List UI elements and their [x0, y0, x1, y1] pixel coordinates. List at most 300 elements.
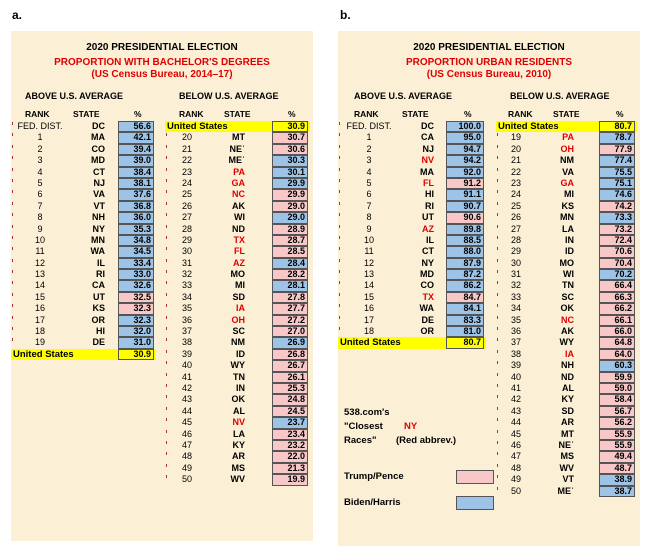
table-row [11, 224, 161, 235]
panel-a [11, 31, 313, 541]
table-row [338, 235, 490, 246]
row-state: SC [561, 291, 574, 302]
row-rank: 22 [510, 166, 521, 177]
table-row [165, 292, 313, 303]
row-value: 38.4 [118, 167, 154, 178]
row-state: WY [559, 337, 574, 348]
col-state: STATE [553, 109, 580, 119]
row-value: 42.1 [118, 132, 154, 143]
row-state: AK [561, 326, 574, 337]
table-row [496, 201, 640, 212]
table-row [11, 144, 161, 155]
row-value: 28.4 [272, 258, 308, 269]
table-row [496, 178, 640, 189]
row-rank: 43 [510, 405, 521, 416]
row-value: 56.6 [118, 121, 154, 132]
legend-biden-swatch [456, 496, 494, 510]
table-row [338, 224, 490, 235]
row-value: 26.7 [272, 360, 308, 371]
panel-a-subtitle: PROPORTION WITH BACHELOR'S DEGREES [54, 57, 270, 68]
table-row [165, 406, 313, 417]
table-row [165, 349, 313, 360]
row-rank: 33 [181, 280, 192, 291]
row-state: AL [562, 382, 574, 393]
row-rank: 35 [510, 314, 521, 325]
row-value: 25.3 [272, 383, 308, 394]
row-value: 32.6 [118, 280, 154, 291]
row-state: MN [560, 212, 574, 223]
row-rank: 45 [510, 428, 521, 439]
row-rank: 25 [181, 189, 192, 200]
row-state: NC [561, 314, 574, 325]
row-value: 91.2 [446, 178, 484, 189]
table-row [11, 269, 161, 280]
row-rank: 42 [510, 394, 521, 405]
row-rank: 1 [37, 132, 43, 143]
row-value: 56.2 [599, 417, 635, 428]
table-row [11, 337, 161, 348]
table-row [165, 326, 313, 337]
row-state: MS [231, 462, 245, 473]
row-marker [339, 259, 342, 262]
col-pct: % [616, 109, 624, 119]
row-state: IL [426, 234, 434, 245]
row-value: 92.0 [446, 167, 484, 178]
table-row [496, 417, 640, 428]
table-row [338, 315, 490, 326]
row-rank: 7 [366, 200, 372, 211]
row-value: 23.2 [272, 440, 308, 451]
table-row [496, 235, 640, 246]
row-state: NEˈ [229, 143, 245, 154]
row-rank: 20 [510, 143, 521, 154]
table-row [11, 292, 161, 303]
table-row [11, 155, 161, 166]
row-value: 22.0 [272, 451, 308, 462]
table-row [165, 201, 313, 212]
row-state: VT [562, 474, 574, 485]
row-state: TN [233, 371, 245, 382]
row-state: CO [420, 280, 434, 291]
row-value: 39.0 [118, 155, 154, 166]
row-marker [339, 179, 342, 182]
row-rank: 21 [181, 143, 192, 154]
row-rank: 24 [510, 189, 521, 200]
row-value: 34.8 [118, 235, 154, 246]
note-line2: "Closest [344, 421, 383, 432]
table-row [496, 474, 640, 485]
panel-a-title: 2020 PRESIDENTIAL ELECTION [86, 42, 238, 53]
row-rank: 39 [510, 360, 521, 371]
row-rank: 38 [181, 337, 192, 348]
row-rank: 7 [37, 200, 43, 211]
table-row [496, 155, 640, 166]
panel-b-below-table [496, 121, 640, 497]
row-state: ND [232, 223, 245, 234]
row-rank: 15 [363, 291, 374, 302]
row-rank: 8 [366, 212, 372, 223]
row-rank: 38 [510, 348, 521, 359]
row-value: 24.5 [272, 406, 308, 417]
row-rank: 26 [181, 200, 192, 211]
row-value: 28.1 [272, 280, 308, 291]
col-state: STATE [73, 109, 100, 119]
row-rank: 5 [366, 177, 372, 188]
table-row [165, 337, 313, 348]
table-row [496, 189, 640, 200]
panel-b-label: b. [340, 8, 351, 22]
row-value: 75.5 [599, 167, 635, 178]
row-rank: 41 [181, 371, 192, 382]
table-row [496, 429, 640, 440]
row-value: 29.9 [272, 189, 308, 200]
panel-a-source: (US Census Bureau, 2014–17) [91, 69, 233, 80]
panel-b-subtitle: PROPORTION URBAN RESIDENTS [405, 57, 573, 68]
row-value: 88.5 [446, 235, 484, 246]
row-state: UT [422, 212, 434, 223]
row-state: DE [421, 314, 434, 325]
row-rank: 16 [34, 303, 45, 314]
table-row [165, 383, 313, 394]
row-rank: 32 [510, 280, 521, 291]
table-row [165, 474, 313, 485]
row-marker [339, 168, 342, 171]
panel-b-source: (US Census Bureau, 2010) [426, 69, 552, 80]
table-row [11, 132, 161, 143]
table-row [11, 258, 161, 269]
row-value: 33.4 [118, 258, 154, 269]
us-value: 30.9 [272, 121, 308, 132]
table-row [165, 394, 313, 405]
table-row [11, 167, 161, 178]
row-state: AZ [422, 223, 434, 234]
row-value: 66.0 [599, 326, 635, 337]
row-rank: 41 [510, 382, 521, 393]
row-rank: 13 [34, 269, 45, 280]
col-pct: % [288, 109, 296, 119]
row-state: MI [564, 189, 574, 200]
table-row [338, 269, 490, 280]
row-value: 27.7 [272, 303, 308, 314]
row-state: LA [233, 428, 245, 439]
table-row [11, 189, 161, 200]
row-marker [339, 281, 342, 284]
row-value: 21.3 [272, 463, 308, 474]
row-value: 83.3 [446, 315, 484, 326]
row-rank: 9 [366, 223, 372, 234]
row-state: WV [230, 474, 245, 485]
table-row [165, 417, 313, 428]
row-value: 32.5 [118, 292, 154, 303]
table-row [338, 178, 490, 189]
row-value: 32.3 [118, 315, 154, 326]
row-state: KY [232, 439, 245, 450]
row-value: 34.5 [118, 246, 154, 257]
row-rank: 48 [181, 451, 192, 462]
row-state: MO [230, 269, 245, 280]
row-value: 48.7 [599, 463, 635, 474]
row-rank: 1 [366, 132, 372, 143]
row-value: 37.6 [118, 189, 154, 200]
row-value: 90.6 [446, 212, 484, 223]
us-average-row [11, 349, 156, 360]
row-value: 19.9 [272, 474, 308, 485]
row-rank: 4 [366, 166, 372, 177]
row-value: 38.7 [599, 486, 635, 497]
row-state: OK [560, 303, 574, 314]
row-value: 86.2 [446, 280, 484, 291]
row-rank: 33 [510, 291, 521, 302]
row-rank: 9 [37, 223, 43, 234]
table-row [165, 269, 313, 280]
table-row [165, 155, 313, 166]
row-value: 23.4 [272, 429, 308, 440]
legend-trump-swatch [456, 470, 494, 484]
row-rank: 13 [363, 269, 374, 280]
row-state: IL [97, 257, 105, 268]
row-state: OR [91, 314, 105, 325]
row-rank: 23 [510, 177, 521, 188]
row-state: OK [231, 394, 245, 405]
row-rank: 48 [510, 462, 521, 473]
row-rank: 10 [363, 234, 374, 245]
row-marker [339, 236, 342, 239]
col-rank: RANK [179, 109, 204, 119]
row-state: HI [96, 326, 105, 337]
row-rank: 23 [181, 166, 192, 177]
row-marker [339, 122, 342, 125]
row-rank: 20 [181, 132, 192, 143]
row-rank: 43 [181, 394, 192, 405]
table-row [165, 224, 313, 235]
row-state: CT [93, 166, 105, 177]
table-row [338, 155, 490, 166]
row-value: 66.2 [599, 303, 635, 314]
table-row [496, 303, 640, 314]
row-rank: 3 [366, 155, 372, 166]
row-state: CA [92, 280, 105, 291]
table-row [165, 280, 313, 291]
table-row [496, 326, 640, 337]
row-state: TN [562, 280, 574, 291]
note-red: (Red abbrev.) [396, 435, 457, 446]
row-value: 72.4 [599, 235, 635, 246]
row-value: 27.2 [272, 315, 308, 326]
row-state: IN [565, 234, 574, 245]
table-row [496, 440, 640, 451]
us-label: United States [498, 121, 559, 132]
table-row [338, 280, 490, 291]
row-value: 38.1 [118, 178, 154, 189]
row-value: 26.1 [272, 372, 308, 383]
row-value: 27.8 [272, 292, 308, 303]
row-value: 66.4 [599, 280, 635, 291]
row-rank: 17 [363, 314, 374, 325]
row-state: AL [233, 405, 245, 416]
row-state: NC [232, 189, 245, 200]
table-row [11, 303, 161, 314]
row-state: NV [421, 155, 434, 166]
row-value: 28.2 [272, 269, 308, 280]
panel-b-below-header: BELOW U.S. AVERAGE [510, 91, 610, 101]
row-value: 38.9 [599, 474, 635, 485]
us-label: United States [340, 337, 401, 349]
row-state: CT [422, 246, 434, 257]
col-state: STATE [224, 109, 251, 119]
row-rank: 16 [363, 303, 374, 314]
row-rank: 6 [37, 189, 43, 200]
table-row [338, 258, 490, 269]
us-label: United States [167, 121, 228, 132]
row-value: 32.0 [118, 326, 154, 337]
row-marker [339, 327, 342, 330]
table-row [165, 372, 313, 383]
panel-a-label: a. [12, 8, 23, 22]
row-value: 64.0 [599, 349, 635, 360]
row-state: IN [236, 382, 245, 393]
row-state: TX [233, 234, 245, 245]
us-average-row [165, 121, 310, 132]
row-value: 49.4 [599, 451, 635, 462]
row-value: 56.7 [599, 406, 635, 417]
row-rank: 49 [181, 462, 192, 473]
row-rank: 24 [181, 177, 192, 188]
table-row [165, 189, 313, 200]
row-value: 30.6 [272, 144, 308, 155]
row-value: 59.9 [599, 372, 635, 383]
row-value: 36.0 [118, 212, 154, 223]
row-rank: 4 [37, 166, 43, 177]
row-rank: 8 [37, 212, 43, 223]
table-row [338, 292, 490, 303]
table-row [496, 224, 640, 235]
row-rank: 12 [363, 257, 374, 268]
row-state: NV [232, 417, 245, 428]
row-value: 70.6 [599, 246, 635, 257]
row-rank: FED. DIST. [346, 121, 392, 131]
us-value: 80.7 [599, 121, 635, 132]
legend-biden-label: Biden/Harris [344, 497, 401, 508]
table-row [496, 212, 640, 223]
col-rank: RANK [354, 109, 379, 119]
table-row [165, 132, 313, 143]
row-state: SD [232, 291, 245, 302]
row-rank: 25 [510, 200, 521, 211]
row-rank: 11 [364, 246, 374, 257]
row-value: 35.3 [118, 224, 154, 235]
row-state: NM [560, 155, 574, 166]
row-rank: 18 [363, 326, 374, 337]
row-marker [339, 190, 342, 193]
row-marker [339, 156, 342, 159]
table-row [11, 315, 161, 326]
table-row [11, 121, 161, 132]
row-value: 77.9 [599, 144, 635, 155]
row-marker [339, 213, 342, 216]
row-marker [339, 304, 342, 307]
row-rank: 14 [363, 280, 374, 291]
note-line3: Races" [344, 435, 377, 446]
row-value: 39.4 [118, 144, 154, 155]
panel-a-above-table [11, 121, 161, 360]
row-value: 81.0 [446, 326, 484, 337]
col-pct: % [134, 109, 142, 119]
row-value: 78.7 [599, 132, 635, 143]
row-marker [339, 316, 342, 319]
table-row [11, 280, 161, 291]
note-ny: NY [404, 421, 418, 432]
row-value: 31.0 [118, 337, 154, 348]
table-row [338, 326, 490, 337]
table-row [496, 406, 640, 417]
table-row [496, 394, 640, 405]
row-value: 73.2 [599, 224, 635, 235]
row-value: 74.2 [599, 201, 635, 212]
col-pct: % [464, 109, 472, 119]
row-state: MT [232, 132, 245, 143]
row-marker [339, 293, 342, 296]
row-rank: 46 [181, 428, 192, 439]
table-row [496, 258, 640, 269]
row-rank: 35 [181, 303, 192, 314]
row-state: FL [423, 177, 434, 188]
row-rank: 50 [510, 485, 521, 496]
table-row [165, 303, 313, 314]
table-row [165, 360, 313, 371]
row-rank: 47 [510, 451, 521, 462]
row-state: NH [92, 212, 105, 223]
row-value: 32.3 [118, 303, 154, 314]
legend-trump-label: Trump/Pence [344, 471, 404, 482]
row-state: TX [422, 291, 434, 302]
row-state: MN [91, 234, 105, 245]
row-rank: 26 [510, 212, 521, 223]
row-state: MA [420, 166, 434, 177]
table-row [338, 201, 490, 212]
row-value: 84.1 [446, 303, 484, 314]
table-row [165, 315, 313, 326]
row-value: 66.3 [599, 292, 635, 303]
row-rank: FED. DIST. [17, 121, 63, 131]
row-state: MD [420, 269, 434, 280]
row-value: 58.4 [599, 394, 635, 405]
row-state: MS [560, 451, 574, 462]
row-state: GA [560, 177, 574, 188]
table-row [496, 167, 640, 178]
row-rank: 40 [181, 360, 192, 371]
row-value: 94.2 [446, 155, 484, 166]
row-state: KS [92, 303, 105, 314]
row-rank: 29 [181, 234, 192, 245]
table-row [338, 132, 490, 143]
table-row [11, 212, 161, 223]
row-value: 28.5 [272, 246, 308, 257]
panel-a-below-header: BELOW U.S. AVERAGE [179, 91, 279, 101]
table-row [338, 167, 490, 178]
row-rank: 46 [510, 439, 521, 450]
row-value: 84.7 [446, 292, 484, 303]
row-rank: 47 [181, 439, 192, 450]
row-marker [339, 247, 342, 250]
table-row [338, 246, 490, 257]
row-marker [339, 225, 342, 228]
row-state: KY [561, 394, 574, 405]
row-value: 88.0 [446, 246, 484, 257]
row-rank: 44 [181, 405, 192, 416]
row-rank: 31 [181, 257, 192, 268]
row-state: DC [92, 121, 105, 131]
row-value: 100.0 [446, 121, 484, 132]
